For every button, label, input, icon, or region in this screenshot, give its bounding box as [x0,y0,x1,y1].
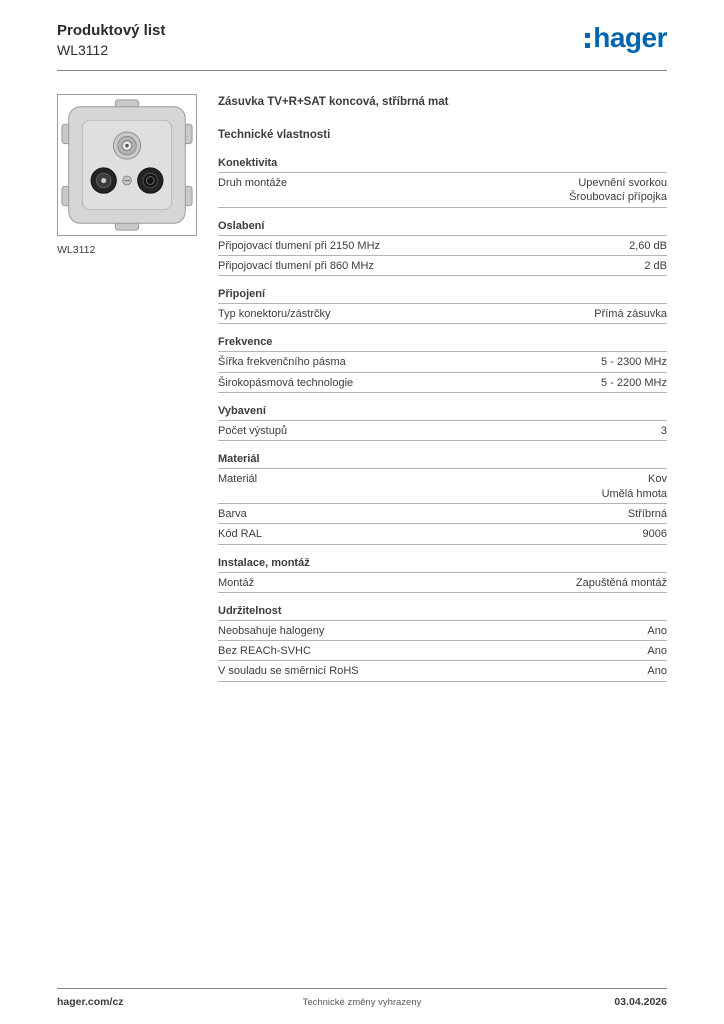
spec-row [218,621,667,641]
section-rows [218,173,667,208]
doc-type-title: Produktový list [57,22,166,39]
spec-row [218,304,667,324]
spec-value: Ano [647,645,667,658]
product-image-column [57,94,197,682]
hager-logo [585,24,667,52]
spec-section [218,453,667,544]
image-caption: WL3112 [57,244,96,256]
section-rows [218,352,667,393]
spec-section [218,288,667,324]
spec-label: V souladu se směrnicí RoHS [218,665,359,678]
product-title: Zásuvka TV+R+SAT koncová, stříbrná mat [218,96,449,108]
spec-row [218,504,667,524]
tv-connector [91,168,116,193]
footer-website: hager.com/cz [57,996,124,1008]
spec-label: Materiál [218,473,258,486]
spec-value: 3 [660,425,667,438]
spec-row [218,661,667,681]
center-screw [123,176,132,185]
spec-row [218,373,667,393]
spec-value: Stříbrná [627,507,667,520]
tech-properties-heading: Technické vlastnosti [218,129,331,141]
section-title: Oslabení [218,220,667,236]
section-title: Připojení [218,288,667,304]
section-rows [218,421,667,441]
tv-r-sat-socket-illustration [59,96,195,234]
section-title: Instalace, montáž [218,557,667,573]
section-title: Udržitelnost [218,605,667,621]
spec-label: Neobsahuje halogeny [218,624,325,637]
spec-section [218,605,667,682]
spec-value: Ano [647,665,667,678]
spec-label: Připojovací tlumení při 2150 MHz [218,239,381,252]
section-rows [218,621,667,682]
section-title: Konektivita [218,157,667,173]
spec-row [218,641,667,661]
header-titles [57,22,165,58]
section-title: Materiál [218,453,667,469]
spec-value: 5 - 2300 MHz [600,356,667,369]
specs-column [218,94,667,682]
spec-value: 2,60 dB [629,239,667,252]
spec-row [218,173,667,208]
spec-label: Bez REACh-SVHC [218,645,311,658]
spec-label: Šířka frekvenčního pásma [218,356,346,369]
spec-row [218,421,667,441]
spec-row [218,573,667,593]
section-rows [218,573,667,593]
footer-date: 03.04.2026 [614,996,667,1008]
spec-value: Ano [647,624,667,637]
spec-value: 2 dB [644,259,667,272]
spec-label: Kód RAL [218,528,263,541]
spec-row [218,524,667,544]
product-code: WL3112 [57,42,109,58]
spec-label: Typ konektoru/zástrčky [218,308,331,321]
spec-row [218,352,667,372]
hager-logo-colon-icon [585,33,590,48]
spec-value: Upevnění svorkou Šroubovací přípojka [569,177,667,204]
page-footer [57,988,667,1008]
spec-section [218,157,667,208]
spec-row [218,469,667,504]
section-rows [218,304,667,324]
section-rows [218,469,667,544]
spec-label: Montáž [218,576,255,589]
spec-sections [218,157,667,682]
section-rows [218,236,667,277]
spec-label: Počet výstupů [218,425,288,438]
product-image [57,94,197,236]
spec-value: 5 - 2200 MHz [600,376,667,389]
spec-label: Druh montáže [218,177,288,189]
spec-label: Připojovací tlumení při 860 MHz [218,259,374,272]
section-title: Frekvence [218,336,667,352]
spec-row [218,236,667,256]
spec-row [218,256,667,276]
spec-section [218,220,667,277]
section-title: Vybavení [218,405,667,421]
spec-value: Kov Umělá hmota [601,473,667,500]
spec-label: Širokopásmová technologie [218,376,354,389]
footer-disclaimer: Technické změny vyhrazeny [302,997,422,1008]
spec-value: Zapuštěná montáž [575,576,667,589]
spec-value: Přímá zásuvka [594,308,667,321]
spec-section [218,557,667,593]
page-header [57,22,667,71]
spec-section [218,405,667,441]
radio-connector [138,168,163,193]
sat-f-connector [113,132,140,159]
spec-value: 9006 [642,528,667,541]
main-content [57,94,667,682]
spec-label: Barva [218,507,247,520]
spec-section [218,336,667,393]
hager-logo-text: hager [593,22,667,53]
